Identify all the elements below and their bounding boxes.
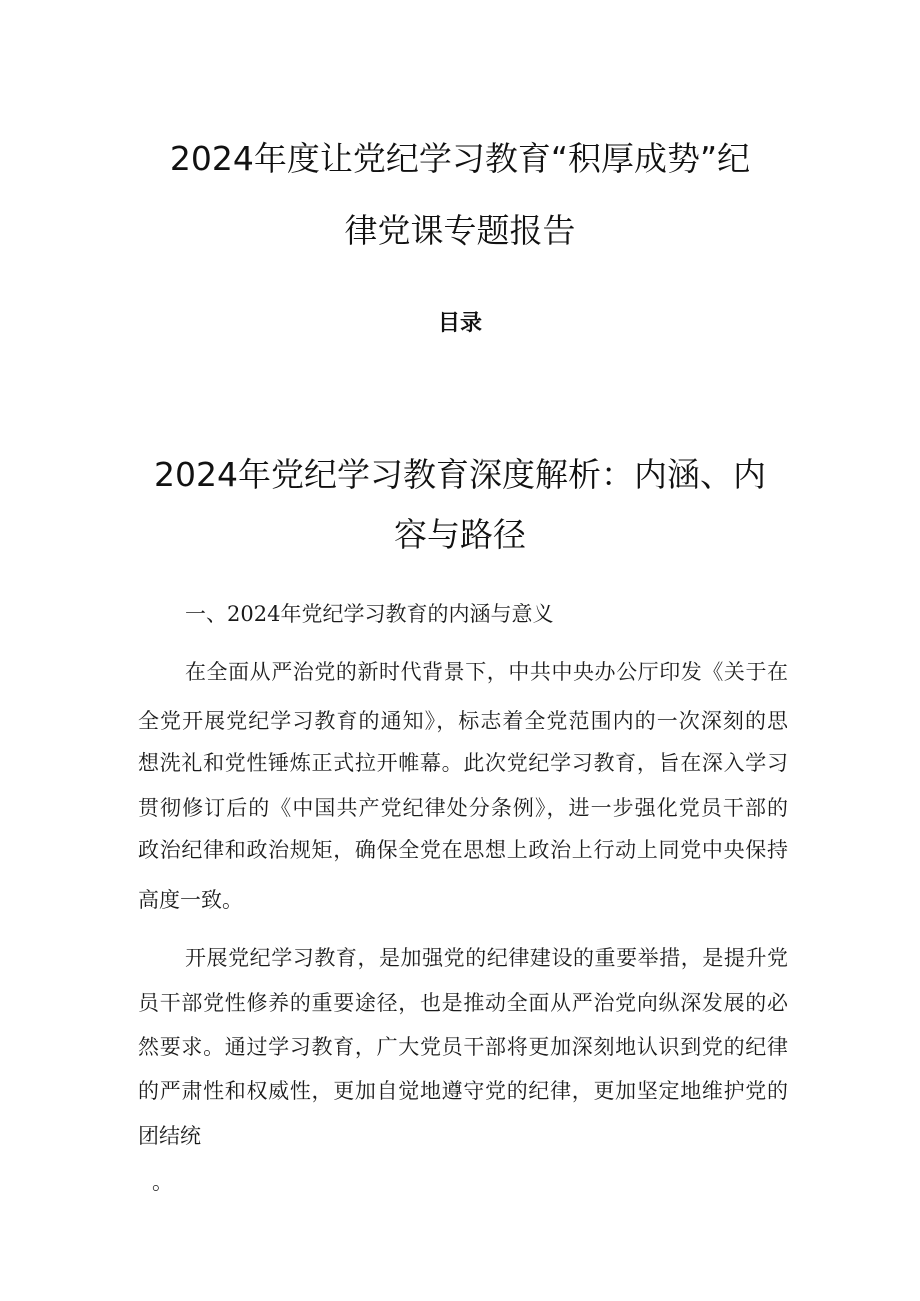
section-title-line-1: 2024年党纪学习教育深度解析：内涵、内 [154, 455, 766, 494]
toc-label: 目录 [437, 311, 482, 336]
paragraph-1-line: 政治纪律和政治规矩，确保全党在思想上政治上行动上同党中央保持 [138, 838, 788, 862]
paragraph-1-line: 在全面从严治党的新时代背景下，中共中央办公厅印发《关于在 [185, 660, 788, 684]
paragraph-2-line: 然要求。通过学习教育，广大党员干部将更加深刻地认识到党的纪律 [138, 1035, 788, 1059]
paragraph-1-line: 贯彻修订后的《中国共产党纪律处分条例》，进一步强化党员干部的 [138, 796, 788, 820]
heading-1: 一、2024年党纪学习教育的内涵与意义 [185, 602, 554, 626]
section-title-line-2: 容与路径 [394, 515, 526, 554]
document-title-line-1: 2024年度让党纪学习教育“积厚成势”纪 [169, 139, 751, 178]
trailing-punctuation: 。 [152, 1170, 173, 1194]
document-title-line-2: 律党课专题报告 [344, 211, 576, 250]
paragraph-2-line: 团结统 [138, 1124, 201, 1148]
paragraph-2-line: 开展党纪学习教育，是加强党的纪律建设的重要举措，是提升党 [185, 946, 788, 970]
paragraph-2-line: 的严肃性和权威性，更加自觉地遵守党的纪律，更加坚定地维护党的 [138, 1079, 788, 1103]
paragraph-1-line: 高度一致。 [138, 888, 243, 912]
paragraph-1-line: 想洗礼和党性锤炼正式拉开帷幕。此次党纪学习教育，旨在深入学习 [138, 751, 788, 775]
paragraph-2-line: 员干部党性修养的重要途径，也是推动全面从严治党向纵深发展的必 [138, 991, 788, 1015]
paragraph-1-line: 全党开展党纪学习教育的通知》，标志着全党范围内的一次深刻的思 [138, 709, 788, 733]
